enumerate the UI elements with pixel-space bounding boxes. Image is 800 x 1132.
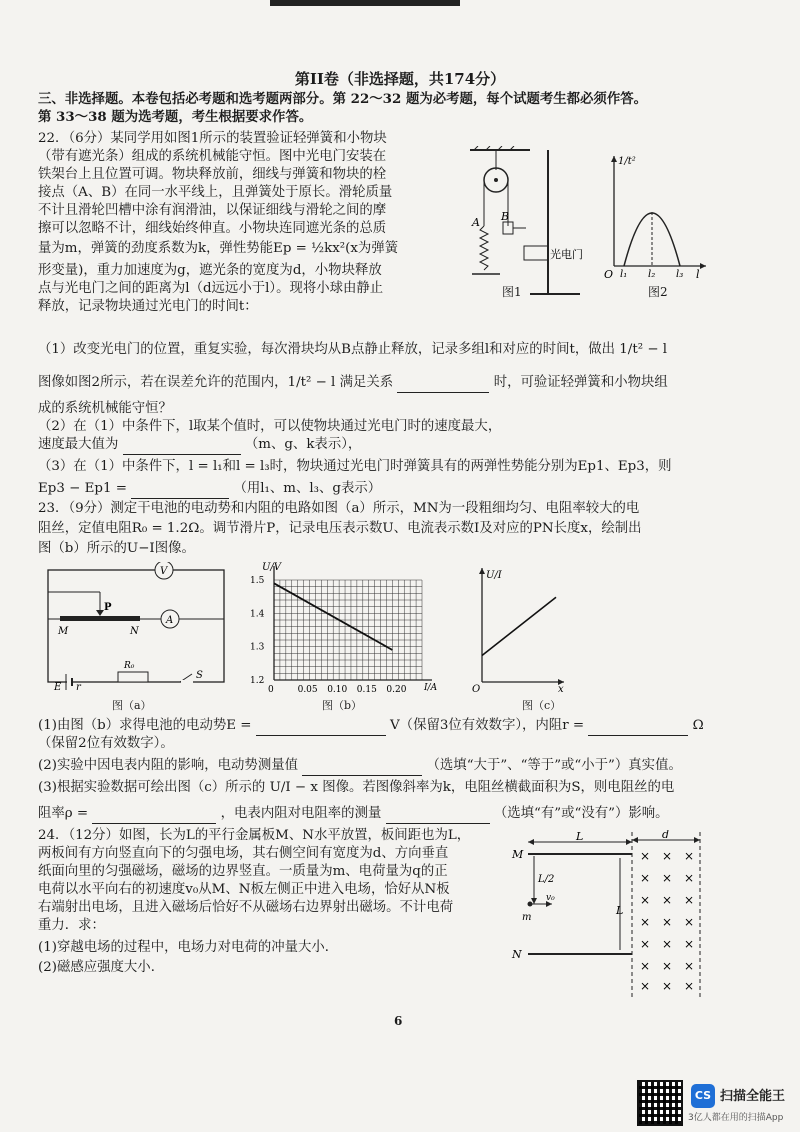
q24-plate-m-label: M: [512, 848, 524, 861]
field-cross-icon: ×: [662, 959, 673, 973]
fig2-x-axis-label: l: [696, 268, 700, 280]
q23-part2-prompt: (2)实验中因电表内阻的影响，电动势测量值: [38, 758, 298, 773]
q24-length-label: L: [576, 830, 584, 843]
scan-edge: [270, 0, 460, 6]
fig-c-y-label: U/I: [486, 570, 502, 581]
field-cross-icon: ×: [684, 893, 695, 907]
q23-part2-line: [38, 757, 682, 776]
figure-c-caption: 图（c）: [522, 699, 562, 712]
q23-part1-mid: V（保留3位有效数字），内阻r =: [390, 718, 585, 733]
q23-answer-rho[interactable]: [92, 805, 216, 824]
field-cross-icon: ×: [640, 849, 651, 863]
q24-v0-label: v₀: [546, 893, 555, 903]
q22-part3-line-1: （3）在（1）中条件下，l = l₁和l = l₃时，物块通过光电门时弹簧具有的两弹性势能分别为Ep1、Ep3，则: [38, 459, 672, 474]
fig2-l3: l₃: [676, 269, 684, 280]
field-cross-icon: ×: [662, 915, 673, 929]
fig-b-xtick: 0.10: [327, 685, 348, 695]
q23-part3-prompt: 阻率ρ =: [38, 806, 89, 821]
q24-line-8: (2)磁感应强度大小．: [38, 960, 165, 975]
fig1-label-b: B: [501, 210, 510, 223]
q24-line-1: 24．（12分）如图，长为L的平行金属板M、N水平放置，板间距也为L，: [38, 828, 471, 843]
q23-part1-line: [38, 717, 704, 736]
figure-a-caption: 图（a）: [112, 699, 152, 712]
q24-line-7: (1)穿越电场的过程中，电场力对电荷的冲量大小．: [38, 940, 339, 955]
q22-line-8: 形变量)，重力加速度为g，遮光条的宽度为d，小物块释放: [38, 263, 382, 278]
fig-a-switch-label: S: [196, 670, 203, 681]
q24-line-3: 纸面向里的匀强磁场，磁场的边界竖直。一质量为m、电荷量为q的正: [38, 864, 448, 879]
fig-a-emf-label: E: [54, 682, 62, 692]
q22-answer-blank-3[interactable]: [131, 480, 229, 499]
qr-code[interactable]: [637, 1080, 683, 1126]
fig2-l2: l₂: [648, 269, 656, 280]
fig-a-voltmeter-label: V: [160, 566, 168, 577]
fig2-origin: O: [604, 268, 614, 280]
fig-a-n-label: N: [130, 626, 139, 637]
q23-part3-mid: ，电表内阻对电阻率的测量: [220, 806, 382, 821]
fig-b-x-label: I/A: [424, 683, 438, 693]
app-tagline: 3亿人都在用的扫描App: [688, 1113, 784, 1123]
camscanner-logo-icon: CS: [691, 1084, 715, 1108]
q23-answer-effect[interactable]: [386, 805, 490, 824]
q24-mass-label: m: [522, 912, 532, 923]
q23-part3-line-2: [38, 805, 669, 824]
field-cross-icon: ×: [640, 871, 651, 885]
fig-a-ammeter-label: A: [166, 615, 174, 626]
fig-b-ytick: 1.5: [250, 576, 265, 586]
q22-line-10: 释放，记录物块通过光电门的时间t：: [38, 299, 258, 314]
fig-b-ytick: 1.2: [250, 676, 265, 686]
field-cross-icon: ×: [662, 871, 673, 885]
q24-half-label: L/2: [538, 874, 555, 885]
q22-line-2: （带有遮光条）组成的系统机械能守恒。图中光电门安装在: [38, 149, 387, 164]
q23-part3-tail: （选填“有”或“没有”）影响。: [493, 806, 669, 821]
fig-b-ytick: 1.4: [250, 609, 265, 620]
q24-width-label: d: [662, 830, 670, 841]
q22-answer-blank-1[interactable]: [397, 374, 489, 393]
q22-line-4: 接点（A、B）在同一水平线上，且弹簧处于原长。滑轮质量: [38, 185, 393, 200]
fig2-l1: l₁: [620, 269, 628, 280]
field-cross-icon: ×: [662, 849, 673, 863]
q22-part2-prompt: 速度最大值为: [38, 437, 119, 452]
q23-line-3: 图（b）所示的U−I图像。: [38, 541, 195, 556]
q22-part2-line-2: [38, 436, 361, 455]
fig2-y-axis-label: 1/t²: [618, 156, 636, 167]
fig-b-xtick: 0.05: [297, 685, 318, 695]
figure-c-chart: [468, 564, 568, 694]
q23-line-2: 阻丝，定值电阻R₀ = 1.2Ω。调节滑片P，记录电压表示数U、电流表示数I及对应的PN长度x，绘制出: [38, 521, 642, 536]
field-cross-icon: ×: [640, 915, 651, 929]
q24-magnetic-field: [640, 849, 694, 993]
field-cross-icon: ×: [640, 959, 651, 973]
q22-line-5: 不计且滑轮凹槽中涂有润滑油，以保证细线与滑轮之间的摩: [38, 203, 387, 218]
q23-answer-r[interactable]: [588, 717, 688, 736]
q23-part3-line-1: (3)根据实验数据可绘出图（c）所示的 U/I − x 图像。若图像斜率为k，电阻丝横截面积为S，则电阻丝的电: [38, 780, 675, 795]
fig-b-xtick: 0.20: [386, 685, 407, 695]
q22-line-7: 量为m，弹簧的劲度系数为k，弹性势能Ep = ½kx²(x为弹簧: [38, 241, 399, 256]
figure-a-circuit: [40, 562, 240, 692]
q22-part1-prompt: 图像如图2所示，若在误差允许的范围内，1/t² − l 满足关系: [38, 375, 394, 390]
section-title: 第II卷（非选择题，共174分）: [294, 70, 506, 88]
q23-part1-prompt: (1)由图（b）求得电池的电动势E =: [38, 718, 252, 733]
field-cross-icon: ×: [684, 937, 695, 951]
figure-b-chart: [248, 562, 448, 698]
q23-part1-unit: Ω: [692, 718, 704, 733]
q22-part1-line-3: 成的系统机械能守恒？: [38, 401, 172, 416]
q22-line-3: 铁架台上且位置可调。物块释放前，细线与弹簧和物块的栓: [38, 167, 387, 182]
q24-gap-label: L: [616, 904, 624, 917]
field-cross-icon: ×: [640, 979, 651, 993]
fig-b-xtick: 0.15: [356, 685, 377, 695]
section-instructions-1: 三、非选择题。本卷包括必考题和选考题两部分。第 22～32 题为必考题，每个试题考生都必须作答。: [38, 91, 647, 107]
fig-a-m-label: M: [58, 626, 69, 637]
q22-part3-tail: （用l₁、m、l₃、g表示）: [233, 481, 382, 496]
section-instructions-2: 第 33～38 题为选考题，考生根据要求作答。: [38, 109, 313, 125]
figure-b-caption: 图（b）: [322, 699, 363, 712]
fig-b-ytick: 1.3: [250, 642, 265, 653]
fig1-label-gate: 光电门: [550, 248, 583, 261]
fig-a-r-label: r: [76, 682, 81, 692]
q22-part1-line-2: [38, 374, 668, 393]
field-cross-icon: ×: [640, 893, 651, 907]
q22-part3-line-2: [38, 480, 381, 499]
q24-figure: [508, 830, 718, 1002]
page-number: 6: [394, 1014, 403, 1028]
q23-line-1: 23．（9分）测定干电池的电动势和内阻的电路如图（a）所示，MN为一段粗细均匀、电阻率较大的电: [38, 501, 640, 516]
q24-line-5: 右端射出电场，且进入磁场后恰好不从磁场右边界射出磁场。不计电荷: [38, 900, 454, 915]
field-cross-icon: ×: [662, 979, 673, 993]
fig-a-p-label: P: [104, 602, 112, 613]
q23-part2-tail: （选填“大于”、“等于”或“小于”）真实值。: [426, 758, 682, 773]
figure-1-apparatus: [470, 146, 590, 298]
q22-part2-line-1: （2）在（1）中条件下，l取某个值时，可以使物块通过光电门时的速度最大，: [38, 419, 502, 434]
q22-part1-line-1: （1）改变光电门的位置，重复实验，每次滑块均从B点静止释放，记录多组l和对应的时间t，做出 1/t² − l: [38, 342, 668, 357]
q22-part3-prompt: Ep3 − Ep1 =: [38, 481, 127, 496]
q24-plate-n-label: N: [512, 948, 522, 961]
q24-line-2: 两板间有方向竖直向下的匀强电场，其右侧空间有宽度为d、方向垂直: [38, 846, 449, 861]
q23-answer-compare[interactable]: [302, 757, 422, 776]
q22-line-6: 擦可以忽略不计，细线始终伸直。小物块连同遮光条的总质: [38, 221, 387, 236]
field-cross-icon: ×: [684, 849, 695, 863]
q22-part2-tail: （m、g、k表示），: [244, 437, 362, 452]
app-name: 扫描全能王: [720, 1089, 786, 1104]
fig-b-xtick: 0: [268, 685, 274, 695]
field-cross-icon: ×: [662, 937, 673, 951]
q22-line-9: 点与光电门之间的距离为l（d远远小于l）。现将小球由静止: [38, 281, 384, 296]
fig-c-origin: O: [472, 684, 481, 694]
field-cross-icon: ×: [684, 915, 695, 929]
field-cross-icon: ×: [640, 937, 651, 951]
fig1-label-a: A: [472, 216, 480, 229]
q22-answer-blank-2[interactable]: [123, 436, 241, 455]
field-cross-icon: ×: [684, 979, 695, 993]
fig-c-data-line: [482, 597, 556, 655]
fig-a-r0-label: R₀: [124, 661, 135, 671]
figure-2-caption: 图2: [648, 285, 668, 299]
fig-c-x-label: x: [558, 684, 564, 694]
figure-1-caption: 图1: [502, 285, 522, 299]
field-cross-icon: ×: [662, 893, 673, 907]
field-cross-icon: ×: [684, 959, 695, 973]
q22-part1-tail: 时，可验证轻弹簧和小物块组: [493, 375, 668, 390]
q23-part1-note: （保留2位有效数字）。: [38, 736, 174, 751]
q23-answer-emf[interactable]: [256, 717, 386, 736]
q22-line-1: 22．（6分）某同学用如图1所示的装置验证轻弹簧和小物块: [38, 131, 387, 146]
q24-line-4: 电荷以水平向右的初速度v₀从M、N板左侧正中进入电场，恰好从N板: [38, 882, 450, 897]
figure-2-graph: [600, 150, 710, 280]
fig-b-y-label: U/V: [262, 562, 282, 573]
q24-line-6: 重力．求：: [38, 918, 105, 933]
field-cross-icon: ×: [684, 871, 695, 885]
